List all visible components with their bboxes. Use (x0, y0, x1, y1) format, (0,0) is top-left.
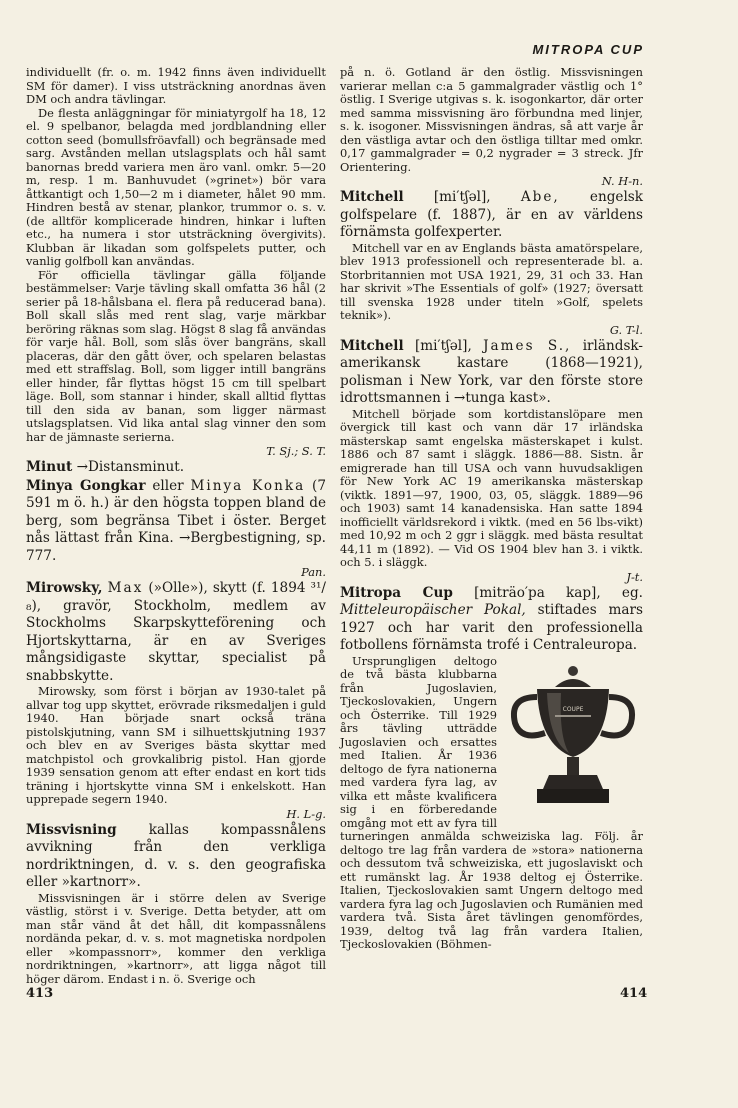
author-signature: J-t. (626, 569, 643, 584)
given-name: James S., (483, 337, 572, 354)
left-column (26, 66, 326, 986)
paragraph: Mirowsky, som först i början av 1930-talet på allvar tog upp skyttet, erövrade riksmedaljen i guld 1940. Han började snart också träna pistolskjutning, vann SM i silhuettskjutning 1937 och blev en av Sveriges bästa skyttar med matchpistol och grovkalibrig pistol. Han gjorde 1939 sensation genom att efter endast en kort tids träning i hjortskytte vinna SM i enkelskott. Han upprepade segern 1940. (26, 684, 326, 806)
entry-text: stiftades mars 1927 och har varit den professionella fotbollens förnämsta trofé i Centraleuropa. (340, 602, 643, 653)
author-signature: T. Sj.; S. T. (266, 444, 326, 458)
cup-inscription: COUPE (562, 705, 584, 713)
entry-text: kallas kompassnålens avvikning från den verkliga nordriktningen, d. v. s. den geografiska eller »kartnorr». (26, 821, 326, 890)
author-signature: H. L-g. (286, 806, 326, 821)
headword: Mitchell (340, 337, 404, 354)
headword: Mitropa Cup (340, 584, 453, 601)
entry-text: eg. (621, 584, 643, 601)
entry-mitchell-james (340, 338, 643, 408)
paragraph: De flesta anläggningar för miniatyrgolf ha 18, 12 el. 9 spelbanor, belagda med jordblandning eller cotton seed (bomullsfröavfall) och begränsade med sarg. Avstånden mellan utslagsplats och hål samt banornas bredd variera men äro vanl. omkr. 5—20 m, resp. 1 m. Banhuvudet (»grinet») bör vara åttkantigt och 1,50—2 m i diameter, hålet 90 mm. Hindren bestå av stenar, plankor, trummor o. s. v. (de alltför komplicerade hindren, hinkar i luften etc., ha numera i stor utsträckning övergivits). Klubban är likadan som golfspelets putter, och vanlig golfboll kan användas. (26, 105, 326, 268)
pronunciation: [mi′tʃəl], (433, 189, 491, 205)
given-name: Max (107, 580, 144, 596)
entry-minya-gongkar: Minya Gongkar eller Minya Konka (7 591 m ö. h.) är den högsta toppen bland de berg, som begränsa Tibet i öster. Berget nås lättast från Kina. →Bergbestigning, sp. 777. (26, 477, 326, 564)
paragraph: Missvisningen är i större delen av Sverige västlig, störst i v. Sverige. Detta betyder, att om man står vänd åt det håll, dit kompassnålens nordända pekar, d. v. s. mot magnetiska nordpolen eller »kompassnorr», kommer den verkliga nordriktningen, »kartnorr», att ligga något till höger därom. Endast i n. ö. Sverige och (26, 890, 326, 986)
headword: Missvisning (26, 821, 117, 838)
paragraph: individuellt (fr. o. m. 1942 finns även individuellt SM för damer). I viss utsträckning anordnas även DM och andra tävlingar. (26, 65, 326, 106)
trophy-icon (503, 657, 643, 817)
entry-missvisning (26, 822, 326, 892)
cross-reference: →Distansminut. (76, 459, 185, 475)
paragraph: på n. ö. Gotland är den östlig. Missvisningen varierar mellan c:a 5 gammalgrader västlig och 1° östlig. I Sverige utgivas s. k. isogonkartor, där orter med samma missvisning äro förbundna med linjer, s. k. isogoner. Missvisningen ändras, så att varje år den västliga avtar och den östliga tilltar med omkr. 0,17 gammalgrader = 0,2 nygrader = 3 streck. Jfr Orientering. (340, 65, 643, 174)
pronunciation: [miträo′pa kap], (474, 584, 601, 601)
page-number: 414 (620, 986, 648, 1001)
original-name: Mitteleuropäischer Pokal, (340, 602, 526, 618)
running-header: MITROPA CUP (532, 42, 644, 57)
entry-text: (7 591 m ö. h.) är den högsta toppen bland de berg, som begränsa Tibet i öster. Berget nås lättast från Kina. →Bergbestigning, sp. 777. (26, 477, 326, 564)
author-signature: Pan. (301, 565, 326, 579)
trophy-photo (503, 657, 643, 817)
pronunciation: [mi′tʃəl], (414, 337, 472, 354)
entry-mitchell-abe (340, 189, 643, 242)
headword: Minya Gongkar (26, 477, 146, 494)
given-name: Abe, (520, 189, 560, 205)
entry-text: engelsk golfspelare (f. 1887), är en av världens förnämsta golfexperter. (340, 189, 644, 240)
headword: Mirowsky, (26, 580, 103, 596)
entry-mirowsky (26, 580, 326, 685)
entry-text: (»Olle»), skytt (f. 1894 ³¹/₈), gravör, Stockholm, medlem av Stockholms Skarpskytteförening och Hjortskyttarna, är en av Sveriges mångsidigaste skyttar, specialist på snabbskytte. (26, 580, 327, 684)
alt-name: Minya Konka (190, 477, 306, 494)
entry-minut (26, 459, 326, 477)
entry-mitropa-cup (340, 585, 643, 655)
right-column (340, 66, 643, 952)
author-signature: N. H-n. (601, 174, 643, 188)
paragraph: Ursprungligen deltogo de två bästa klubbarna från Jugoslavien, Tjeckoslovakien, Ungern och Österrike. Till 1929 års tävling utträdde Jugoslavien och ersattes med Italien. År 1936 deltogo de fyra nationerna med vardera fyra lag, av vilka ett måste kvalificera sig i en förberedande omgång mot ett av fyra till turneringen anmälda schweiziska lag. Följ. år deltogo tre lag från vardera de »stora» nationerna och dessutom två schweiziska, ett jugoslaviskt och ett rumänskt lag. År 1938 deltog ej Österrike. Italien, Tjeckoslovakien samt Ungern deltogo med vardera fyra lag och Jugoslavien och Rumänien med vardera två. Sista året tävlingen genomfördes, 1939, deltog två lag från vardera Italien, Tjeckoslovakien (Böhmen- (340, 653, 643, 951)
author-signature: G. T-l. (609, 322, 643, 337)
paragraph: Mitchell började som kortdistanslöpare men övergick till kast och vann där 17 irländska mästerskap samt engelska mästerskapet i kulst. 1886 och 87 samt i släggk. 1886—88. Sistn. år emigrerade han till USA och vann huvudsakligen för New York AC 19 amerikanska mästerskap (viktk. 1891—97, 1900, 03, 05, släggk. 1889—96 och 1903) samt 14 kanadensiska. Han satte 1894 inofficiellt världsrekord i viktk. (med en 56 lbs-vikt) med 10,92 m och 2 ggr i släggk. med bästa resultat 44,11 m (1892). — Vid OS 1904 blev han 3. i viktk. och 5. i släggk. (340, 406, 643, 569)
headword: Minut (26, 459, 73, 475)
paragraph: För officiella tävlingar gälla följande bestämmelser: Varje tävling skall omfatta 36 hål (2 serier på 18-hålsbana el. flera på reducerad bana). Boll skall slås med rent slag, varje märkbar beröring räknas som slag. Högst 8 slag få användas för varje hål. Boll, som slås över bangräns, skall placeras, där den gått över, och spelaren belastas med ett straffslag. Boll, som ligger intill bangräns eller hinder, får flyttas högst 15 cm till spelbart läge. Boll, som stannar i hinder, skall alltid flyttas till den sida av banan, som ligger närmast utslagsplatsen. Vid lika antal slag vinner den som har de jämnaste serierna. (26, 267, 326, 444)
paragraph: Mitchell var en av Englands bästa amatörspelare, blev 1913 professionell och representerade bl. a. Storbritannien mot USA 1921, 29, 31 och 33. Han har skrivit »The Essentials of golf» (1927; översatt till svenska 1928 under titeln »Golf, spelets teknik»). (340, 240, 643, 322)
page-number: 413 (26, 986, 54, 1001)
headword: Mitchell (340, 189, 404, 205)
entry-text: irländsk-amerikansk kastare (1868—1921), polisman i New York, var den förste store idrottsmannen i →tunga kast». (340, 337, 644, 406)
